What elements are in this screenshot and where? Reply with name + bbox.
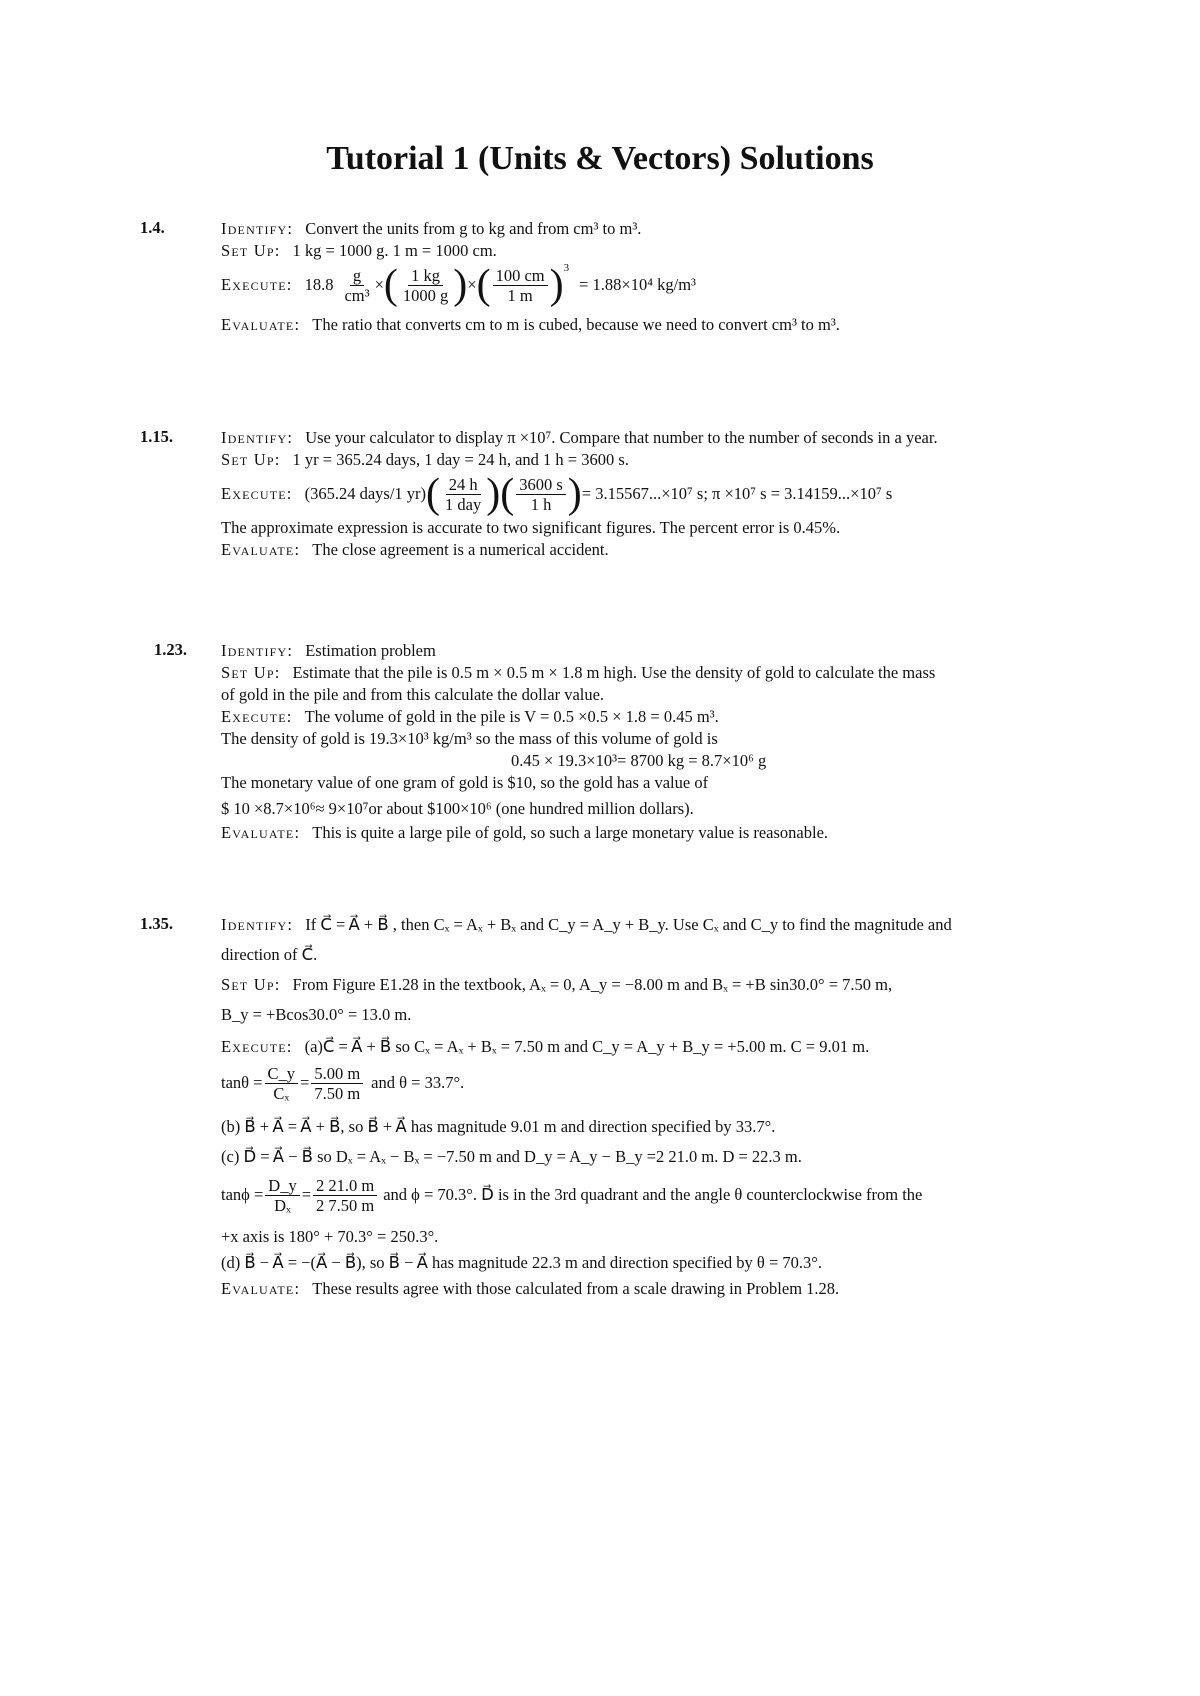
evaluate-label: Evaluate: bbox=[221, 315, 301, 334]
execute-text: (a)C⃗ = A⃗ + B⃗ so Cₓ = Aₓ + Bₓ = 7.50 m and C_y = A_y + B_y = +5.00 m. C = 9.01 m. bbox=[304, 1037, 870, 1056]
problem-number: 1.15. bbox=[140, 427, 173, 446]
setup-text-cont: B_y = +Bcos30.0° = 13.0 m. bbox=[221, 1005, 412, 1024]
evaluate-label: Evaluate: bbox=[221, 540, 301, 559]
part-d: (d) B⃗ − A⃗ = −(A⃗ − B⃗), so B⃗ − A⃗ has magnitude 22.3 m and direction specified by θ = 70.3°. bbox=[221, 1253, 822, 1272]
setup-text-cont: of gold in the pile and from this calculate the dollar value. bbox=[221, 685, 605, 704]
execute-label: Execute: bbox=[221, 275, 293, 294]
execute-equation: Execute: 18.8 $\frac{g}{\text{cm³}}$ × ( $\frac{1 kg}{1000 g}$ ) × ( $\frac{100 cm}{1 m}$ ) 3 = 1.88×10⁴ kg/m³ bbox=[221, 262, 696, 308]
identify-label: Identify: bbox=[221, 219, 294, 238]
fraction: $\frac{5.00 m}{7.50 m}$ bbox=[311, 1064, 363, 1103]
execute-label: Execute: bbox=[221, 707, 293, 726]
setup-label: Set Up: bbox=[221, 663, 281, 682]
identify-text: Estimation problem bbox=[305, 641, 436, 660]
part-b: (b) B⃗ + A⃗ = A⃗ + B⃗, so B⃗ + A⃗ has magnitude 9.01 m and direction specified by 33.7°. bbox=[221, 1117, 776, 1136]
identify-text-cont: direction of C⃗. bbox=[221, 945, 318, 964]
setup-text: 1 kg = 1000 g. 1 m = 1000 cm. bbox=[292, 241, 497, 260]
setup-label: Set Up: bbox=[221, 975, 281, 994]
execute-label: Execute: bbox=[221, 1037, 293, 1056]
setup-label: Set Up: bbox=[221, 450, 281, 469]
identify-label: Identify: bbox=[221, 641, 294, 660]
execute-label: Execute: bbox=[221, 484, 293, 503]
identify-text: If C⃗ = A⃗ + B⃗ , then Cₓ = Aₓ + Bₓ and C_y = A_y + B_y. Use Cₓ and C_y to find the magnitude and bbox=[305, 915, 952, 934]
axis-angle: +x axis is 180° + 70.3° = 250.3°. bbox=[221, 1227, 439, 1246]
identify-label: Identify: bbox=[221, 915, 294, 934]
equation-lead: (365.24 days/1 yr) bbox=[304, 484, 427, 503]
identify-text: Use your calculator to display π ×10⁷. Compare that number to the number of seconds in a year. bbox=[305, 428, 938, 447]
tan-phi-equation: tanϕ = $\frac{D\_y}{\text{Dₓ}}$ = $\frac{2 21.0 m}{2 7.50 m}$ and ϕ = 70.3°. D⃗ is in the 3rd quadrant and the angle θ counterclockwise from the bbox=[221, 1175, 923, 1215]
fraction: $\frac{g}{\text{cm³}}$ bbox=[344, 265, 370, 305]
fraction: $\frac{100 cm}{1 m}$ bbox=[493, 266, 548, 305]
problem-number: 1.23. bbox=[154, 640, 187, 659]
execute-text: The volume of gold in the pile is V = 0.5 ×0.5 × 1.8 = 0.45 m³. bbox=[304, 707, 719, 726]
evaluate-label: Evaluate: bbox=[221, 1279, 301, 1298]
part-c: (c) D⃗ = A⃗ − B⃗ so Dₓ = Aₓ − Bₓ = −7.50 m and D_y = A_y − B_y =2 21.0 m. D = 22.3 m. bbox=[221, 1147, 802, 1166]
equation-result: = 1.88×10⁴ kg/m³ bbox=[579, 275, 696, 294]
setup-text: 1 yr = 365.24 days, 1 day = 24 h, and 1 h = 3600 s. bbox=[292, 450, 629, 469]
fraction: $\frac{D\_y}{\text{Dₓ}}$ bbox=[265, 1176, 299, 1215]
evaluate-label: Evaluate: bbox=[221, 823, 301, 842]
tan-theta-equation: tanθ = $\frac{C\_y}{\text{Cₓ}}$ = $\frac{5.00 m}{7.50 m}$ and θ = 33.7°. bbox=[221, 1063, 465, 1103]
evaluate-text: These results agree with those calculated from a scale drawing in Problem 1.28. bbox=[312, 1279, 840, 1298]
body-line: 0.45 × 19.3×10³= 8700 kg = 8.7×10⁶ g bbox=[511, 751, 767, 770]
body-line: $ 10 ×8.7×10⁶≈ 9×10⁷or about $100×10⁶ (one hundred million dollars). bbox=[221, 799, 694, 818]
fraction: $\frac{1 kg}{1000 g}$ bbox=[402, 265, 449, 305]
identify-text: Convert the units from g to kg and from cm³ to m³. bbox=[305, 219, 642, 238]
equation-lead: 18.8 bbox=[304, 275, 334, 294]
evaluate-text: The ratio that converts cm to m is cubed, because we need to convert cm³ to m³. bbox=[312, 315, 840, 334]
equation-result: = 3.15567...×10⁷ s; π ×10⁷ s = 3.14159...×10⁷ s bbox=[581, 484, 893, 503]
fraction: $\frac{3600 s}{1 h}$ bbox=[516, 475, 566, 514]
body-line: The monetary value of one gram of gold is $10, so the gold has a value of bbox=[221, 773, 709, 792]
execute-equation: Execute: (365.24 days/1 yr) ( $\frac{24 h}{\text{1 day}}$ )( $\frac{3600 s}{1 h}$ ) = 3.15567...×10⁷ s; π ×10⁷ s = 3.14159...×10⁷ s bbox=[221, 471, 893, 517]
problem-number: 1.4. bbox=[140, 218, 165, 237]
setup-text: Estimate that the pile is 0.5 m × 0.5 m × 1.8 m high. Use the density of gold to calculate the mass bbox=[292, 663, 936, 682]
evaluate-text: This is quite a large pile of gold, so such a large monetary value is reasonable. bbox=[312, 823, 829, 842]
note-text: The approximate expression is accurate to two significant figures. The percent error is 0.45%. bbox=[221, 518, 841, 537]
fraction: $\frac{2 21.0 m}{2 7.50 m}$ bbox=[313, 1176, 377, 1215]
fraction: $\frac{C\_y}{\text{Cₓ}}$ bbox=[265, 1064, 299, 1103]
problem-number: 1.35. bbox=[140, 914, 173, 933]
fraction: $\frac{24 h}{\text{1 day}}$ bbox=[445, 474, 482, 514]
setup-text: From Figure E1.28 in the textbook, Aₓ = 0, A_y = −8.00 m and Bₓ = +B sin30.0° = 7.50 m, bbox=[292, 975, 893, 994]
evaluate-text: The close agreement is a numerical accident. bbox=[312, 540, 609, 559]
page-title: Tutorial 1 (Units & Vectors) Solutions bbox=[326, 140, 874, 177]
identify-label: Identify: bbox=[221, 428, 294, 447]
setup-label: Set Up: bbox=[221, 241, 281, 260]
body-line: The density of gold is 19.3×10³ kg/m³ so the mass of this volume of gold is bbox=[221, 729, 718, 748]
